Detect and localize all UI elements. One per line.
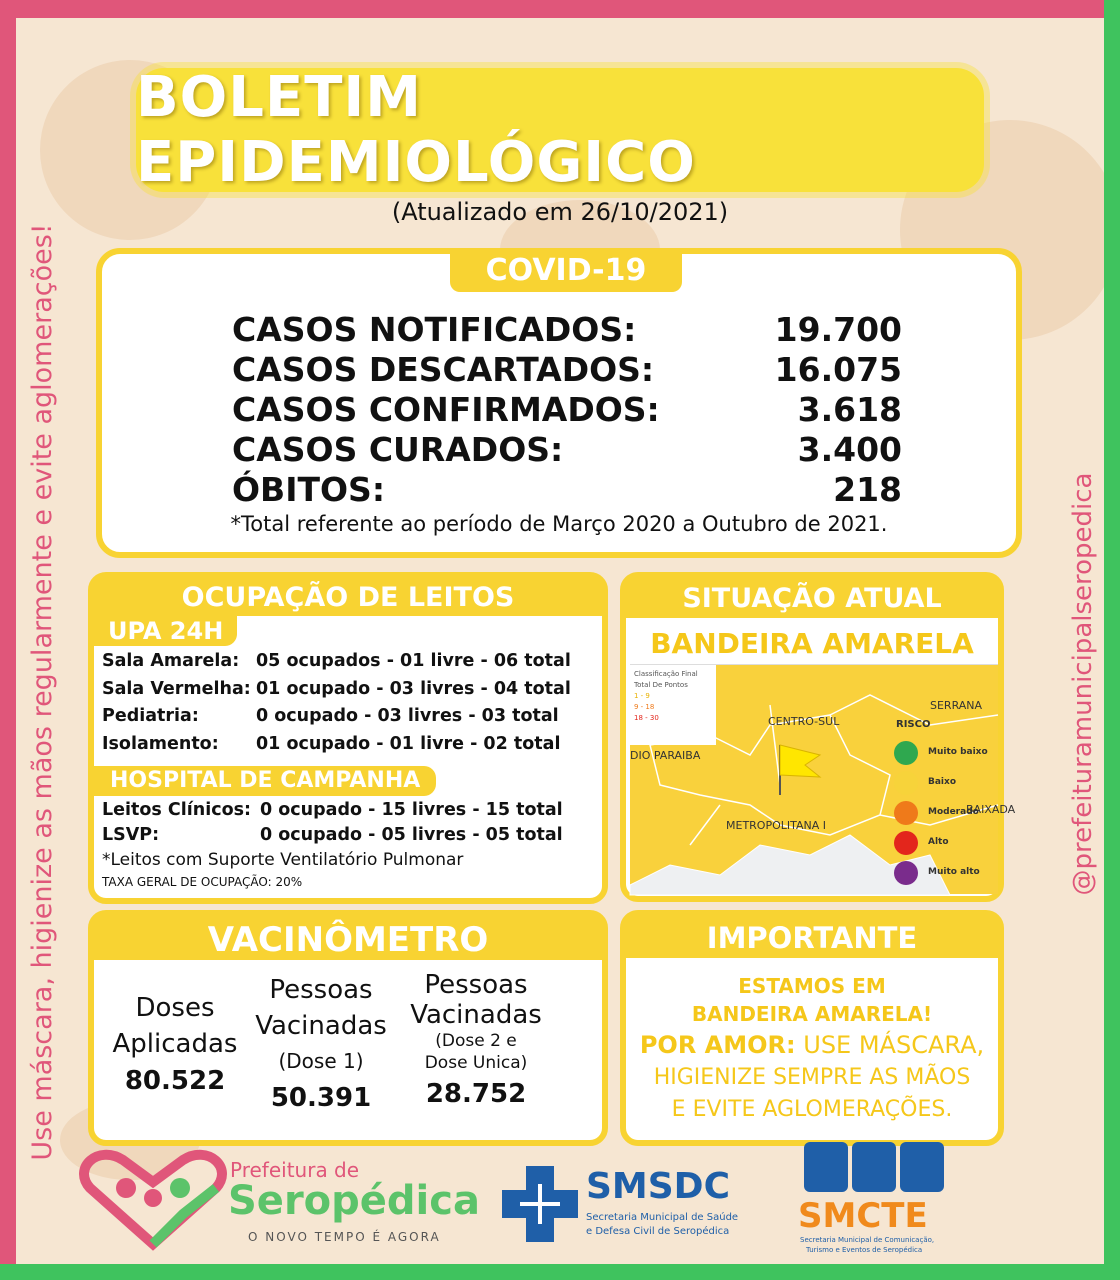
medical-cross-icon (500, 1164, 580, 1244)
social-handle: @prefeituramunicipalseropedica (1068, 472, 1098, 896)
stat-row (232, 390, 902, 430)
logo-slogan: O NOVO TEMPO É AGORA (248, 1230, 441, 1244)
doses-applied (98, 990, 252, 1100)
stat-label: Vacinadas (255, 1011, 387, 1041)
frame-border-top (0, 0, 1120, 18)
stat-value: 3.400 (797, 430, 902, 469)
stat-sublabel: (Dose 2 e (435, 1031, 517, 1051)
ventilation-note: *Leitos com Suporte Ventilatório Pulmonar (102, 850, 464, 870)
stat-value: 16.075 (774, 350, 902, 389)
upa-tab: UPA 24H (94, 616, 237, 646)
tourism-icon (852, 1142, 896, 1192)
table-row (94, 703, 602, 731)
vaccine-meter-card (88, 910, 608, 1146)
risk-map (630, 664, 1016, 894)
message-line: HIGIENIZE SEMPRE AS MÃOS (653, 1065, 971, 1090)
stat-label: Pessoas (424, 970, 528, 1000)
logo-subtitle: Secretaria Municipal de Comunicação, (800, 1236, 935, 1244)
covid-stats (232, 310, 902, 510)
stat-label: CASOS CURADOS: (232, 430, 564, 469)
important-card (620, 910, 1004, 1146)
first-dose (246, 972, 396, 1118)
current-situation-card (620, 572, 1016, 902)
row-value: 0 ocupado - 15 livres - 15 total (260, 800, 563, 820)
region-label: CENTRO-SUL (768, 715, 840, 728)
stat-label: CASOS DESCARTADOS: (232, 350, 655, 389)
risk-legend-title: RISCO (896, 719, 931, 730)
risk-dot-low (894, 771, 918, 795)
logo-small-text: Prefeitura de (230, 1158, 360, 1182)
stat-label: Vacinadas (410, 1000, 542, 1030)
stat-row (232, 430, 902, 470)
row-value: 0 ocupado - 05 livres - 05 total (260, 825, 563, 845)
region-label: DIO PARAIBA (630, 749, 701, 762)
logo-city-name: Seropédica (228, 1178, 480, 1224)
logo-name: SMCTE (798, 1196, 928, 1236)
row-value: 0 ocupado - 03 livres - 03 total (256, 706, 559, 726)
row-label: Leitos Clínicos: (102, 800, 252, 820)
hospital-tab: HOSPITAL DE CAMPANHA (94, 766, 436, 796)
stat-label: ÓBITOS: (232, 470, 386, 509)
stat-label: Aplicadas (112, 1029, 238, 1059)
stat-value: 3.618 (797, 390, 902, 429)
stat-value: 218 (833, 470, 902, 509)
message-lead: POR AMOR: (639, 1031, 796, 1059)
logo-subtitle: e Defesa Civil de Seropédica (586, 1226, 730, 1237)
stat-value: 80.522 (124, 1066, 226, 1096)
row-label: LSVP: (102, 825, 160, 845)
message-line: BANDEIRA AMARELA! (691, 1002, 933, 1026)
region-label: BAIXADA (966, 803, 1016, 816)
stat-label: CASOS CONFIRMADOS: (232, 390, 660, 429)
important-message (626, 972, 998, 1126)
message-text: USE MÁSCARA, (803, 1031, 985, 1059)
risk-dot-very-high (894, 861, 918, 885)
table-row (94, 648, 602, 676)
row-value: 01 ocupado - 01 livre - 02 total (256, 733, 561, 754)
side-message: Use máscara, higienize as mãos regularmente e evite aglomerações! (27, 223, 58, 1161)
updated-date: (Atualizado em 26/10/2021) (391, 198, 729, 226)
stat-label: CASOS NOTIFICADOS: (232, 310, 637, 349)
legend-title: Classificação Final (634, 670, 698, 678)
covid-summary-card (96, 248, 1022, 558)
stat-label: Pessoas (269, 975, 373, 1005)
communication-icon (804, 1142, 848, 1192)
bed-occupancy-title: OCUPAÇÃO DE LEITOS (94, 578, 602, 616)
frame-border-left (0, 0, 16, 1280)
logo-name: SMSDC (586, 1166, 730, 1207)
risk-dot-high (894, 831, 918, 855)
message-line: E EVITE AGLOMERAÇÕES. (671, 1097, 953, 1122)
risk-label: Baixo (928, 777, 957, 787)
prefeitura-logo (78, 1148, 480, 1248)
full-dose (396, 970, 556, 1114)
legend-item: 9 - 18 (634, 703, 655, 711)
risk-label: Muito baixo (928, 747, 988, 757)
stat-value: 19.700 (774, 310, 902, 349)
occupancy-rate: TAXA GERAL DE OCUPAÇÃO: 20% (102, 875, 303, 889)
legend-item: 1 - 9 (634, 692, 650, 700)
table-row (94, 823, 602, 848)
situation-title: SITUAÇÃO ATUAL (626, 578, 998, 618)
stat-row (232, 310, 902, 350)
upa-rows (94, 648, 602, 758)
risk-dot-very-low (894, 741, 918, 765)
stat-label: Doses (135, 993, 215, 1023)
logo-subtitle: Turismo e Eventos de Seropédica (806, 1246, 923, 1254)
risk-label: Muito alto (928, 867, 980, 877)
heart-family-icon (78, 1148, 228, 1248)
risk-label: Moderado (928, 807, 979, 817)
stat-sublabel: Dose Unica) (424, 1053, 528, 1073)
table-row (94, 731, 602, 759)
message-line (626, 1028, 998, 1062)
covid-tab: COVID-19 (450, 250, 682, 292)
logo-subtitle: Secretaria Municipal de Saúde (586, 1212, 739, 1223)
map-legend (630, 665, 716, 745)
stat-value: 28.752 (425, 1079, 527, 1109)
risk-dot-moderate (894, 801, 918, 825)
smcte-logo (790, 1142, 960, 1256)
page-title: BOLETIM EPIDEMIOLÓGICO (136, 65, 696, 195)
hospital-rows (94, 798, 602, 848)
stat-value: 50.391 (270, 1083, 372, 1113)
region-label: METROPOLITANA I (726, 819, 827, 832)
stat-row (232, 470, 902, 510)
row-label: Pediatria: (102, 706, 199, 726)
row-label: Sala Vermelha: (102, 678, 251, 699)
risk-label: Alto (928, 837, 949, 847)
table-row (94, 676, 602, 704)
important-title: IMPORTANTE (626, 916, 998, 958)
stat-sublabel: (Dose 1) (278, 1049, 364, 1073)
row-label: Isolamento: (102, 733, 219, 754)
row-value: 05 ocupados - 01 livre - 06 total (256, 651, 571, 671)
bed-occupancy-card (88, 572, 608, 904)
legend-subtitle: Total De Pontos (634, 681, 688, 689)
title-banner (136, 65, 984, 195)
row-value: 01 ocupado - 03 livres - 04 total (256, 678, 571, 699)
theater-masks-icon (900, 1142, 944, 1192)
smsdc-logo (500, 1160, 740, 1246)
row-label: Sala Amarela: (102, 651, 240, 671)
flag-status: BANDEIRA AMARELA (630, 622, 994, 666)
region-label: SERRANA (930, 699, 983, 712)
stat-row (232, 350, 902, 390)
covid-period-note: *Total referente ao período de Março 2020 a Outubro de 2021. (230, 512, 888, 536)
table-row (94, 798, 602, 823)
legend-item: 18 - 30 (634, 714, 659, 722)
frame-border-bottom (0, 1264, 1120, 1280)
vaccine-meter-title: VACINÔMETRO (94, 916, 602, 960)
message-line: ESTAMOS EM (738, 974, 886, 998)
